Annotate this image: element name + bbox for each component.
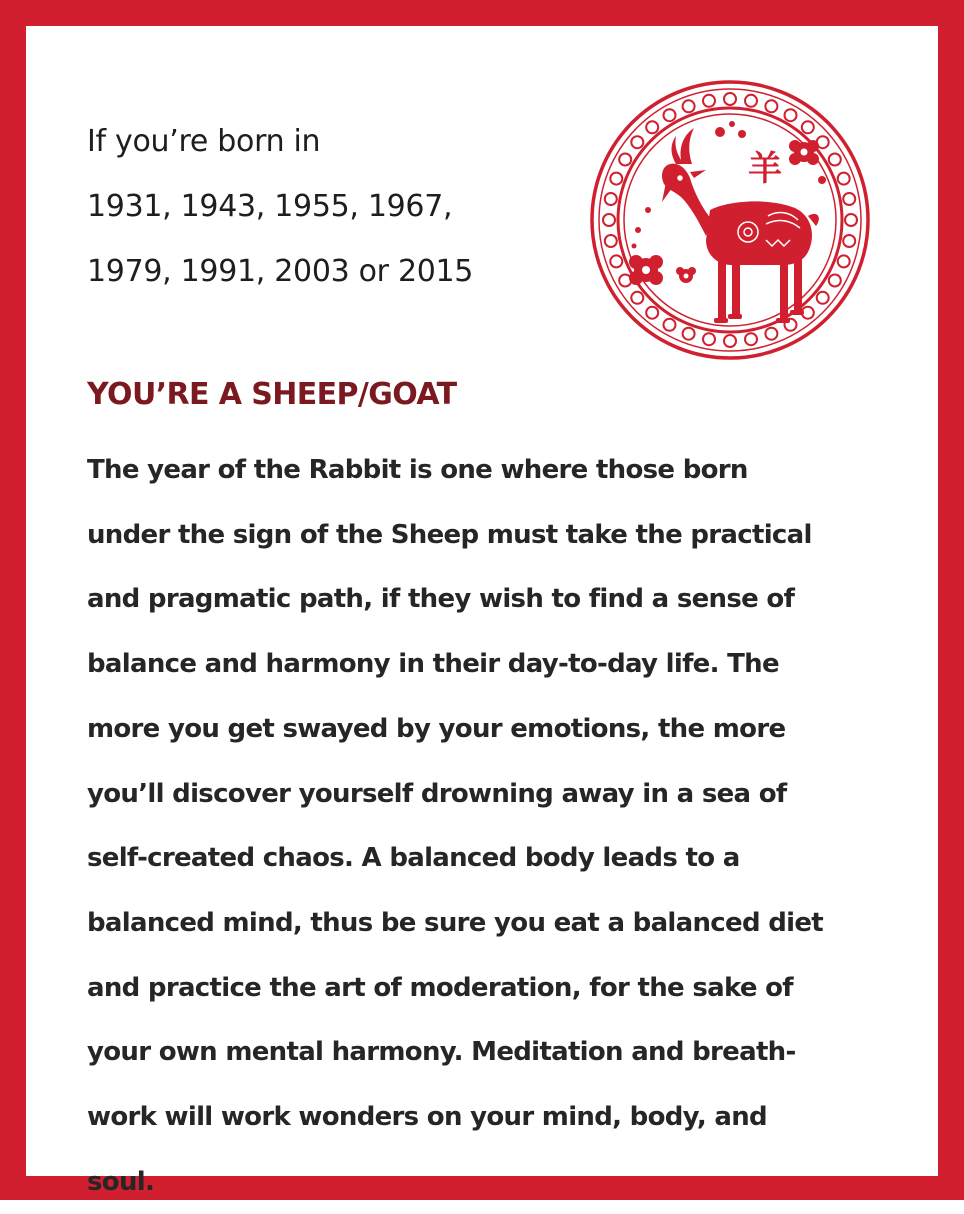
goat-zodiac-emblem bbox=[590, 60, 870, 380]
ring-ornament bbox=[605, 193, 617, 205]
ring-ornament bbox=[845, 214, 857, 226]
ring-ornament bbox=[843, 235, 855, 247]
ring-ornament bbox=[605, 235, 617, 247]
body-line: self-created chaos. A balanced body leads to a bbox=[87, 843, 740, 874]
ring-ornament bbox=[703, 333, 715, 345]
ring-ornament bbox=[838, 173, 850, 185]
ring-ornament bbox=[610, 173, 622, 185]
ring-ornament bbox=[646, 307, 658, 319]
body-line: and pragmatic path, if they wish to find a sense of bbox=[87, 584, 795, 615]
ring-ornament bbox=[765, 100, 777, 112]
body-line: more you get swayed by your emotions, the more bbox=[87, 713, 786, 744]
ring-ornament bbox=[631, 292, 643, 304]
body-line: balanced mind, thus be sure you eat a balanced diet bbox=[87, 907, 823, 938]
zodiac-heading: YOU’RE A SHEEP/GOAT bbox=[87, 377, 457, 412]
ring-ornament bbox=[802, 121, 814, 133]
birth-years-intro bbox=[87, 109, 547, 304]
ring-ornament bbox=[785, 109, 797, 121]
body-line: and practice the art of moderation, for the sake of bbox=[87, 972, 793, 1003]
ring-ornament bbox=[703, 95, 715, 107]
ring-ornament bbox=[817, 292, 829, 304]
ring-ornament bbox=[610, 255, 622, 267]
ring-ornament bbox=[683, 100, 695, 112]
ring-ornament bbox=[724, 93, 736, 105]
body-line: balance and harmony in their day-to-day life. The bbox=[87, 649, 779, 680]
intro-years-line: 1931, 1943, 1955, 1967, bbox=[87, 189, 453, 224]
ring-ornament bbox=[664, 109, 676, 121]
ring-ornament bbox=[829, 275, 841, 287]
ring-ornament bbox=[664, 319, 676, 331]
ring-ornament bbox=[829, 154, 841, 166]
intro-years-line: 1979, 1991, 2003 or 2015 bbox=[87, 254, 474, 289]
body-line: soul. bbox=[87, 1166, 155, 1197]
ring-ornament bbox=[745, 333, 757, 345]
ring-ornament bbox=[631, 136, 643, 148]
goat-character: 羊 bbox=[748, 149, 782, 189]
ring-ornament bbox=[646, 121, 658, 133]
body-line: work will work wonders on your mind, body, and bbox=[87, 1102, 767, 1133]
body-line: your own mental harmony. Meditation and breath- bbox=[87, 1037, 796, 1068]
body-line: under the sign of the Sheep must take the practical bbox=[87, 519, 812, 550]
body-line: you’ll discover yourself drowning away in a sea of bbox=[87, 778, 787, 809]
ring-ornament bbox=[843, 193, 855, 205]
body-line: The year of the Rabbit is one where those born bbox=[87, 455, 748, 485]
ring-ornament bbox=[765, 328, 777, 340]
ring-ornament bbox=[745, 95, 757, 107]
ring-ornament bbox=[838, 255, 850, 267]
ring-ornament bbox=[683, 328, 695, 340]
intro-line: If you’re born in bbox=[87, 124, 321, 159]
ring-ornament bbox=[619, 154, 631, 166]
horoscope-body bbox=[87, 438, 887, 1214]
ring-ornament bbox=[603, 214, 615, 226]
ring-ornament bbox=[724, 335, 736, 347]
zodiac-goat-papercut-icon bbox=[590, 60, 870, 380]
